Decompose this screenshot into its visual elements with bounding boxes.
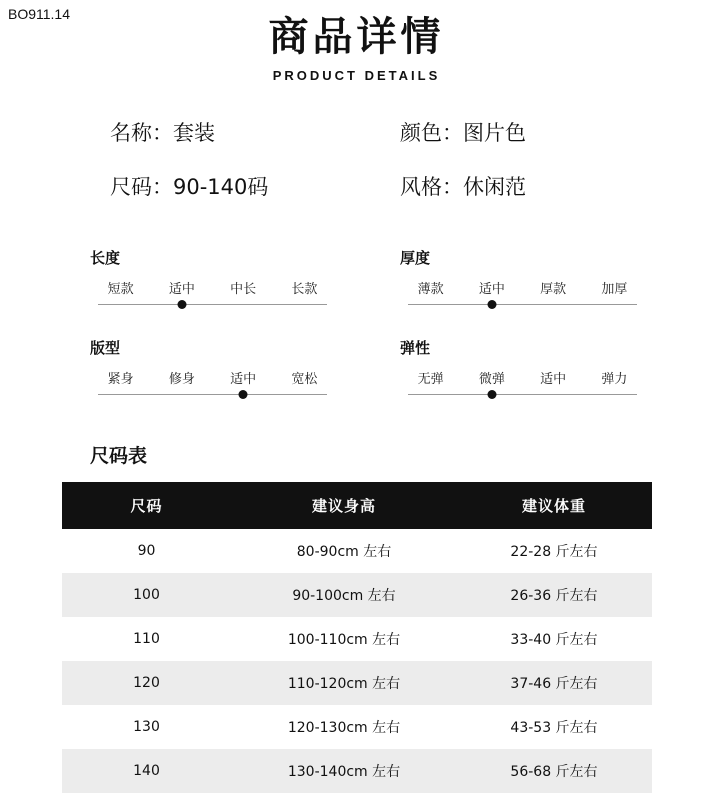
table-cell-height: 110-120cm 左右 [232, 661, 457, 705]
spec-option: 加厚 [601, 282, 628, 297]
title-english: PRODUCT DETAILS [272, 68, 441, 83]
table-cell-weight: 26-36 斤左右 [457, 573, 652, 617]
spec-marker [177, 300, 186, 309]
table-cell-height: 130-140cm 左右 [232, 749, 457, 793]
table-header-cell: 建议身高 [232, 482, 457, 529]
spec-length [90, 247, 335, 311]
spec-scales [0, 247, 713, 401]
table-cell-height: 120-130cm 左右 [232, 705, 457, 749]
spec-options [400, 368, 645, 387]
table-cell-weight: 43-53 斤左右 [457, 705, 652, 749]
table-cell-weight: 37-46 斤左右 [457, 661, 652, 705]
table-row [62, 661, 652, 705]
info-value: 90-140码 [173, 175, 269, 199]
spec-options [400, 278, 645, 297]
page-title [0, 0, 713, 83]
table-cell-height: 80-90cm 左右 [232, 529, 457, 573]
spec-thickness [400, 247, 645, 311]
spec-marker [239, 390, 248, 399]
spec-line [98, 394, 327, 395]
spec-track [400, 389, 645, 401]
info-label: 名称： [110, 121, 173, 145]
table-row [62, 705, 652, 749]
table-cell-size: 140 [62, 749, 232, 793]
table-cell-height: 100-110cm 左右 [232, 617, 457, 661]
info-label: 风格： [400, 175, 463, 199]
spec-option: 适中 [230, 372, 257, 387]
table-cell-weight: 33-40 斤左右 [457, 617, 652, 661]
info-label: 颜色： [400, 121, 463, 145]
spec-option: 适中 [478, 282, 505, 297]
spec-option: 紧身 [107, 372, 134, 387]
table-cell-size: 110 [62, 617, 232, 661]
info-item [0, 171, 400, 201]
table-header-cell: 尺码 [62, 482, 232, 529]
spec-options [90, 278, 335, 297]
info-value: 图片色 [463, 121, 526, 145]
spec-option: 短款 [107, 282, 134, 297]
info-item [0, 117, 400, 147]
table-row [62, 749, 652, 793]
spec-line [408, 394, 637, 395]
spec-option: 弹力 [601, 372, 628, 387]
spec-option: 长款 [291, 282, 318, 297]
spec-track [400, 299, 645, 311]
table-cell-size: 100 [62, 573, 232, 617]
table-cell-size: 90 [62, 529, 232, 573]
watermark-label: BO911.14 [8, 6, 71, 22]
spec-elasticity [400, 337, 645, 401]
info-item [400, 117, 713, 147]
info-value: 休闲范 [463, 175, 526, 199]
spec-option: 适中 [540, 372, 567, 387]
spec-marker [487, 390, 496, 399]
spec-option: 微弹 [478, 372, 505, 387]
table-cell-size: 130 [62, 705, 232, 749]
spec-option: 适中 [168, 282, 195, 297]
info-label: 尺码： [110, 175, 173, 199]
spec-marker [487, 300, 496, 309]
spec-label: 长度 [90, 249, 121, 267]
table-row [62, 573, 652, 617]
table-header-row [62, 482, 652, 529]
product-info-grid [0, 117, 713, 201]
spec-option: 修身 [168, 372, 195, 387]
size-table [62, 482, 652, 793]
spec-track [90, 389, 335, 401]
spec-option: 宽松 [291, 372, 318, 387]
spec-label: 厚度 [400, 249, 431, 267]
spec-fit [90, 337, 335, 401]
info-item [400, 171, 713, 201]
info-value: 套装 [173, 121, 215, 145]
table-row [62, 617, 652, 661]
spec-line [98, 304, 327, 305]
spec-track [90, 299, 335, 311]
spec-label: 弹性 [400, 339, 431, 357]
table-cell-weight: 56-68 斤左右 [457, 749, 652, 793]
spec-option: 中长 [230, 282, 257, 297]
table-cell-weight: 22-28 斤左右 [457, 529, 652, 573]
spec-label: 版型 [90, 339, 121, 357]
size-table-title: 尺码表 [90, 445, 148, 467]
spec-option: 厚款 [540, 282, 567, 297]
title-chinese: 商品详情 [268, 14, 445, 60]
spec-options [90, 368, 335, 387]
spec-option: 薄款 [417, 282, 444, 297]
spec-option: 无弹 [417, 372, 444, 387]
table-row [62, 529, 652, 573]
spec-line [408, 304, 637, 305]
table-cell-size: 120 [62, 661, 232, 705]
table-body [62, 529, 652, 793]
table-header-cell: 建议体重 [457, 482, 652, 529]
table-cell-height: 90-100cm 左右 [232, 573, 457, 617]
